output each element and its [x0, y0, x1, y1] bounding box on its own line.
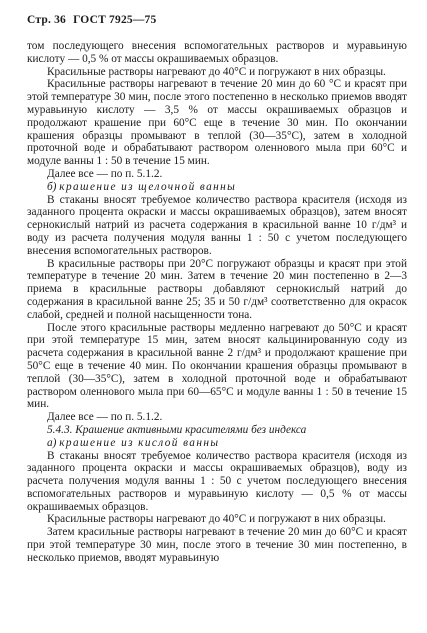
paragraph: Красильные растворы нагревают до 40°С и погружают в них образцы. [47, 65, 386, 78]
heading-text: крашение из щелочной ванны [59, 180, 237, 193]
heading-prefix: 5.4.3. [47, 423, 76, 436]
paragraph: Далее все — по п. 5.1.2. [47, 411, 163, 424]
heading-text: Крашение активными красителями без индекса [75, 423, 307, 436]
section-heading [27, 437, 407, 450]
paragraph: Красильные растворы нагревают до 40°С и погружают в них образцы. [47, 513, 386, 526]
heading-prefix: б) [47, 180, 60, 193]
paragraph: том последующего внесения вспомогательных растворов и муравьиную кислоту — 0,5 % от массы окрашиваемых образцов. [27, 40, 407, 65]
paragraph: В стаканы вносят требуемое количество раствора красителя (исходя из заданного процента окраски и массы окрашиваемых образцов), затем вносят сернокислый натрий из расчета содержания в красильной ванне 10 г/дм³ и воду из расчета получения модуля ванны 1 : 50 с учетом последующего внесения вспомогательных растворов. [27, 193, 407, 257]
page-number: Стр. 36 [27, 14, 66, 26]
paragraph: В красильные растворы при 20°С погружают образцы и красят при этой температуре в течение 20 мин. Затем в течение 20 мин постепенно в 2—3 приема в красильные растворы добавляют сернокислый натрий до содержания в красильной ванне 25; 35 и 50 г/дм³ соответственно для окрасок слабой, средней и полной насыщенности тона. [27, 257, 407, 321]
paragraph: В стаканы вносят требуемое количество раствора красителя (исходя из заданного процента окраски и массы окрашиваемых образцов), воду из расчета получения модуля ванны 1 : 50 с учетом последующего внесения вспомогательных растворов и муравьиную кислоту — 0,5 % от массы окрашиваемых образцов. [27, 449, 407, 513]
paragraph: Далее все — по п. 5.1.2. [47, 167, 163, 180]
page-header [27, 14, 156, 26]
document-code: ГОСТ 7925—75 [73, 14, 157, 26]
section-heading [27, 181, 407, 194]
paragraph: Затем красильные растворы нагревают в течение 20 мин до 60°С и красят при этой температуре 30 мин, после этого в течение 30 мин постепенно, в несколько приемов, вводят муравьиную [27, 526, 407, 564]
heading-text: крашение из кислой ванны [59, 436, 220, 449]
heading-prefix: а) [47, 436, 60, 449]
section-heading [27, 424, 407, 437]
paragraph: Красильные растворы нагревают в течение 20 мин до 60 °С и красят при этой температуре 30 мин, после этого постепенно в несколько приемов вводят муравьиную кислоту — 3,5 % от массы окрашиваемых образцов и продолжают крашение при 60°С еще в течение 30 мин. По окончании крашения образцы промывают в теплой (30—35°С), затем в холодной проточной воде и обрабатывают раствором оленнового мыла при 60°С и модуле ванны 1 : 50 в течение 15 мин. [27, 78, 407, 168]
paragraph: После этого красильные растворы медленно нагревают до 50°С и красят при этой температуре 15 мин, затем вносят кальцинированную соду из расчета содержания в красильной ванне 2 г/дм³ и продолжают крашение при 50°С еще в течение 40 мин. По окончании крашения образцы промывают в теплой (30—35°С), затем в холодной проточной воде и обрабатывают раствором оленнового мыла при 60—65°С и модуле ванны 1 : 50 в течение 15 мин. [27, 321, 407, 411]
document-body [27, 40, 407, 565]
